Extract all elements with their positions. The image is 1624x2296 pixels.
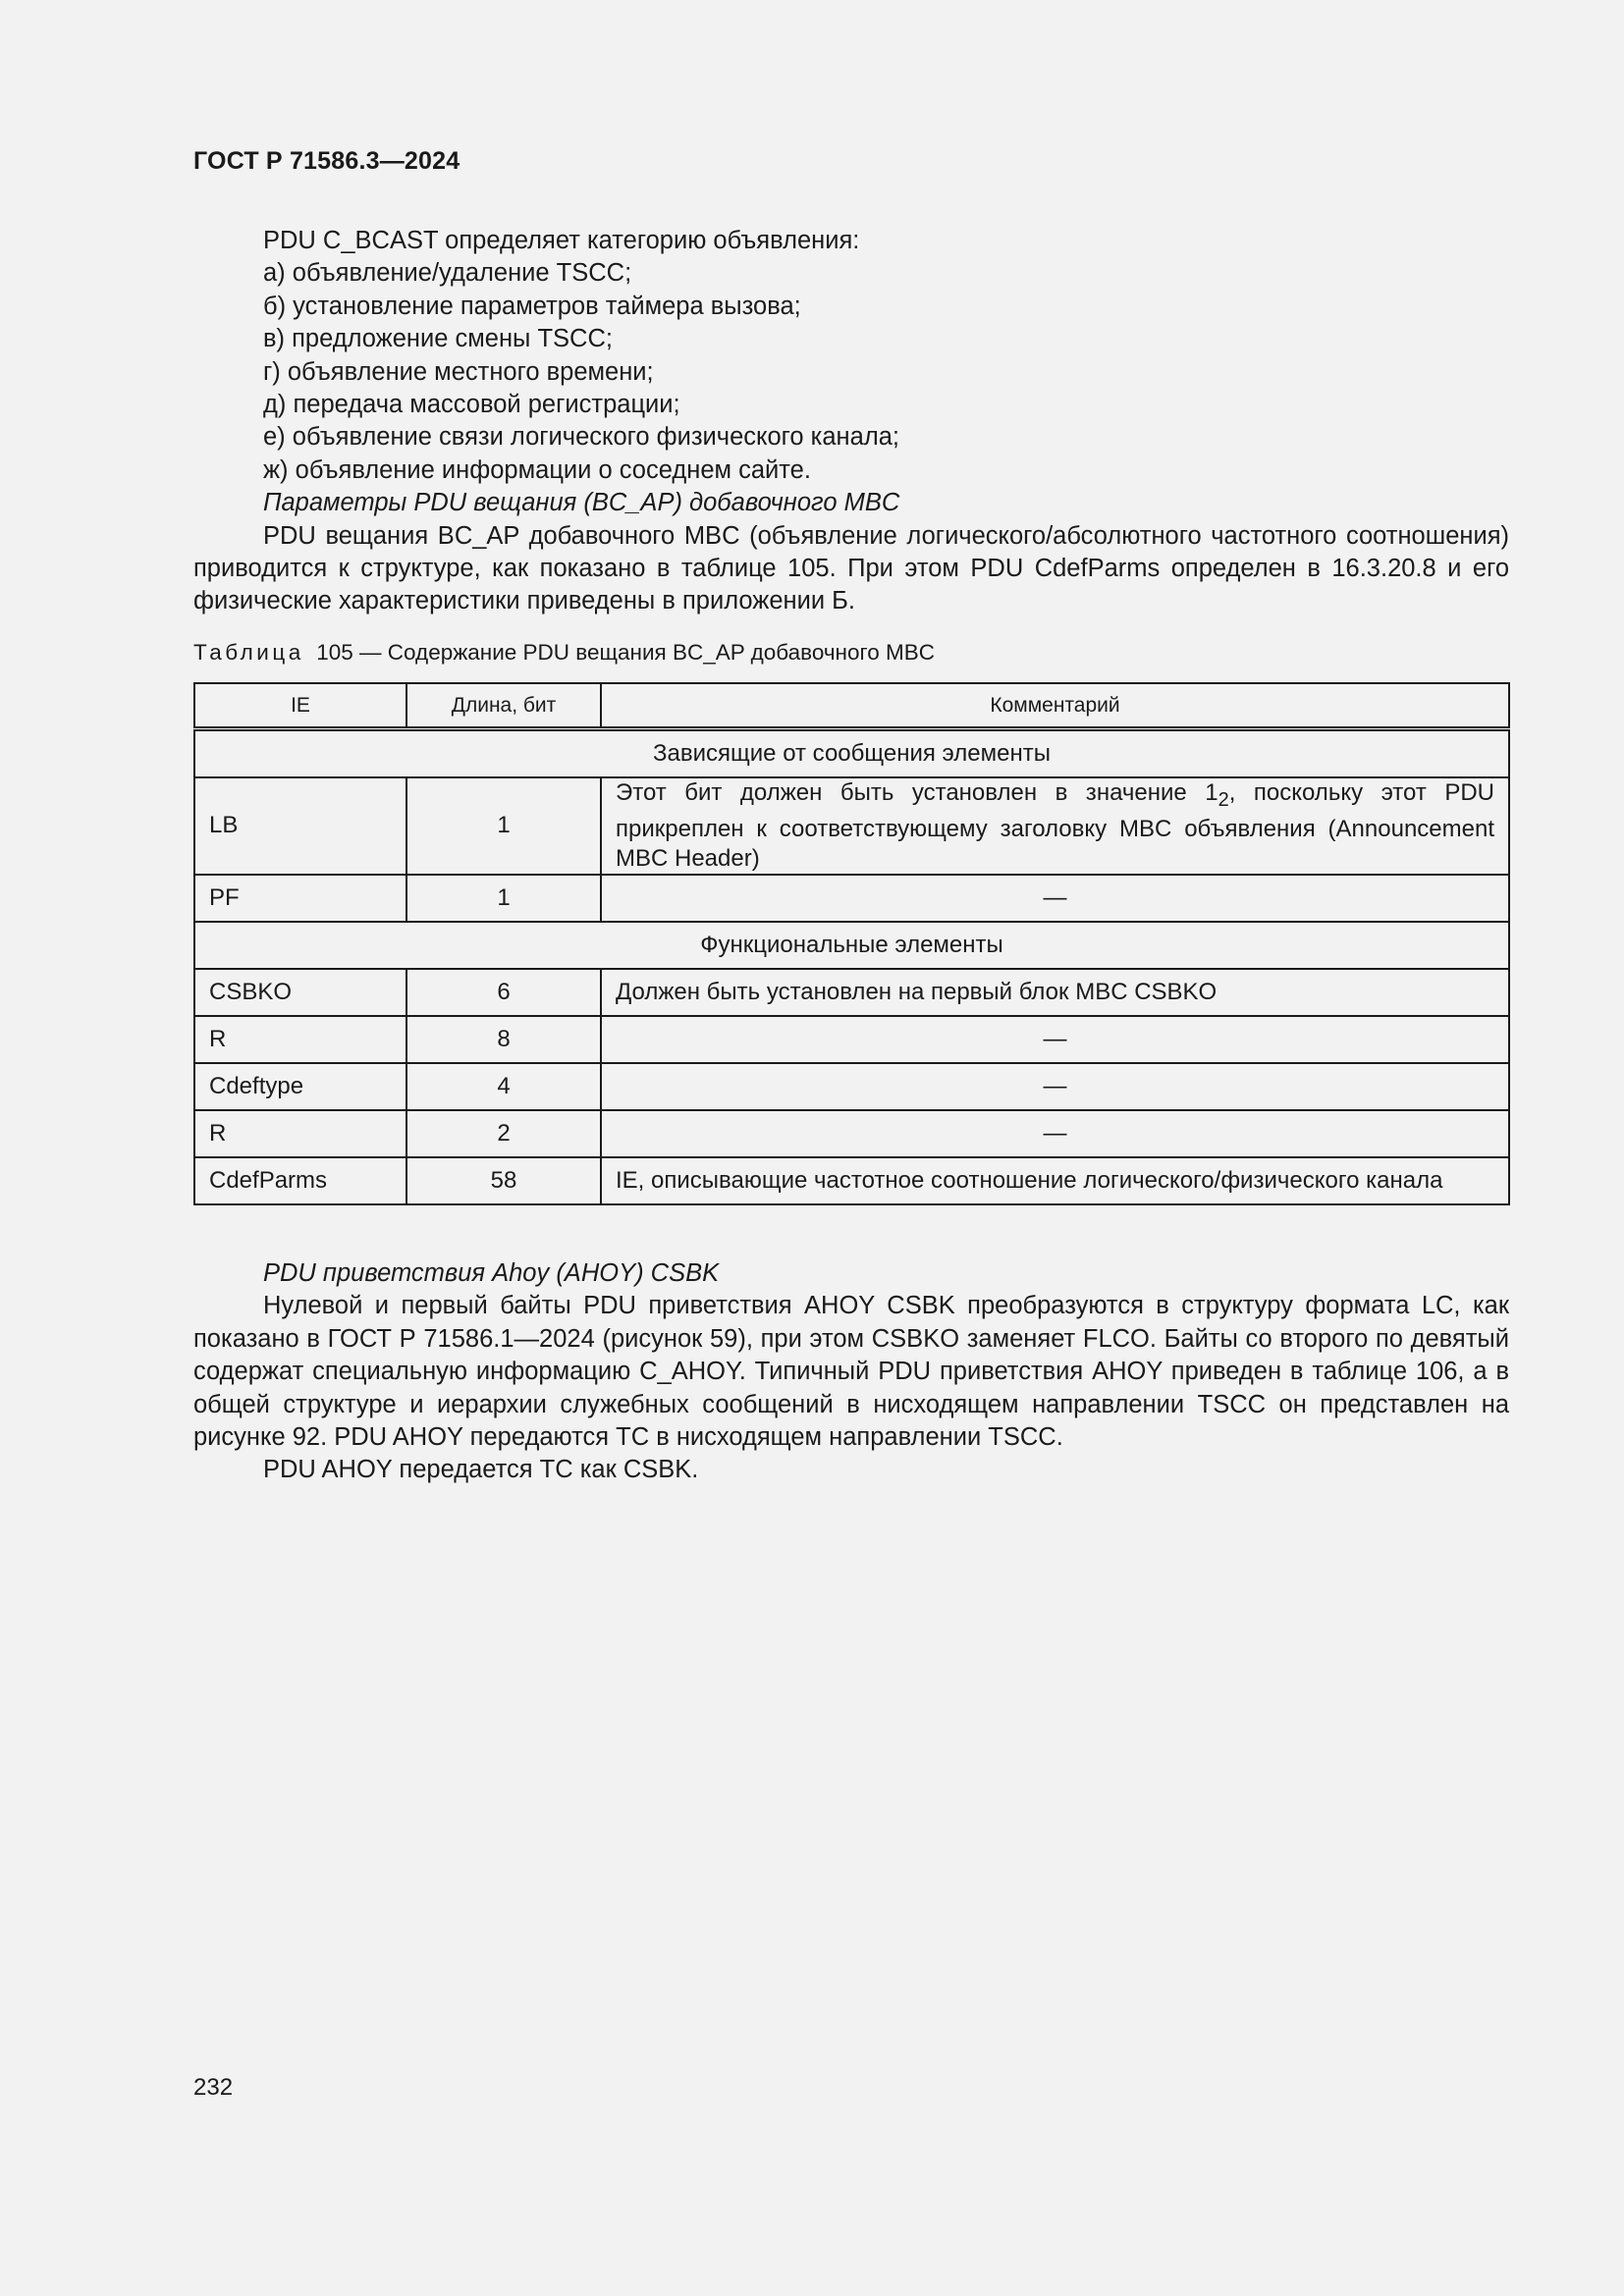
- page-number: 232: [193, 2074, 234, 2101]
- ahoy-section: [193, 1257, 1509, 1487]
- list-item: а) объявление/удаление TSCC;: [263, 259, 632, 288]
- list-item: б) установление параметров таймера вызова;: [263, 292, 801, 320]
- cell-comment: IE, описывающие частотное соотношение логического/физического канала: [601, 1157, 1509, 1204]
- table-row: [194, 777, 1509, 875]
- table-caption-text: 105 — Содержание PDU вещания BC_AP добавочного MBC: [316, 640, 935, 665]
- cell-length: 2: [406, 1110, 601, 1157]
- cell-comment: —: [601, 875, 1509, 922]
- table-row: [194, 875, 1509, 922]
- cell-length: 8: [406, 1016, 601, 1063]
- cell-length: 1: [406, 777, 601, 875]
- comment-text: , поскольку этот PDU прикреплен к соответствующему заголовку MBC объявления (Announcement MBC Header): [616, 779, 1494, 872]
- list-item: в) предложение смены TSCC;: [263, 325, 613, 353]
- table-caption-label: Таблица: [193, 640, 304, 665]
- table-row: [194, 1110, 1509, 1157]
- cell-length: 4: [406, 1063, 601, 1110]
- table-row: [194, 1063, 1509, 1110]
- list-item: д) передача массовой регистрации;: [263, 391, 680, 419]
- cell-ie: R: [194, 1016, 406, 1063]
- group-label: Зависящие от сообщения элементы: [194, 729, 1509, 778]
- comment-subscript: 2: [1218, 788, 1229, 811]
- intro-lead: PDU C_BCAST определяет категорию объявления:: [263, 227, 860, 254]
- cell-ie: R: [194, 1110, 406, 1157]
- paragraph-ahoy: Нулевой и первый байты PDU приветствия AHOY CSBK преобразуются в структуру формата LC, как показано в ГОСТ Р 71586.1—2024 (рисунок 59), при этом CSBKO заменяет FLCO. Байты со второго по девятый содержат специальную информацию C_AHOY. Типичный PDU приветствия AHOY приведен в таблице 106, а в общей структуре и иерархии служебных сообщений в нисходящем направлении TSCC он представлен на рисунке 92. PDU AHOY передаются TC в нисходящем направлении TSCC.: [193, 1292, 1509, 1452]
- paragraph-bc-ap: PDU вещания BC_AP добавочного MBC (объявление логического/абсолютного частотного соотношения) приводится к структуре, как показано в таблице 105. При этом PDU CdefParms определен в 16.3.20.8 и его физические характеристики приведены в приложении Б.: [193, 521, 1509, 615]
- table-row: [194, 969, 1509, 1016]
- intro-section: [193, 225, 1509, 618]
- column-header-comment: Комментарий: [601, 683, 1509, 729]
- cell-comment: —: [601, 1016, 1509, 1063]
- pdu-table: [193, 682, 1510, 1205]
- cell-comment: —: [601, 1063, 1509, 1110]
- table-row: [194, 1016, 1509, 1063]
- group-label: Функциональные элементы: [194, 922, 1509, 969]
- comment-text: Этот бит должен быть установлен в значение 1: [616, 779, 1218, 806]
- column-header-length: Длина, бит: [406, 683, 601, 729]
- cell-ie: LB: [194, 777, 406, 875]
- cell-length: 6: [406, 969, 601, 1016]
- cell-ie: CSBKO: [194, 969, 406, 1016]
- table-group-row: [194, 729, 1509, 778]
- cell-comment: —: [601, 1110, 1509, 1157]
- list-item: е) объявление связи логического физического канала;: [263, 423, 899, 452]
- table-group-row: [194, 922, 1509, 969]
- cell-ie: CdefParms: [194, 1157, 406, 1204]
- cell-ie: Cdeftype: [194, 1063, 406, 1110]
- table-header-row: [194, 683, 1509, 729]
- cell-ie: PF: [194, 875, 406, 922]
- subheading-bc-ap: Параметры PDU вещания (BC_AP) добавочного MBC: [263, 489, 900, 517]
- paragraph-ahoy-last: PDU AHOY передается TC как CSBK.: [263, 1456, 699, 1484]
- document-header: ГОСТ Р 71586.3—2024: [193, 147, 460, 175]
- list-item: г) объявление местного времени;: [263, 357, 654, 386]
- cell-length: 1: [406, 875, 601, 922]
- subheading-ahoy: PDU приветствия Ahoy (AHOY) CSBK: [263, 1259, 720, 1287]
- cell-comment: Должен быть установлен на первый блок MBC CSBKO: [601, 969, 1509, 1016]
- cell-comment: [601, 777, 1509, 875]
- table-row: [194, 1157, 1509, 1204]
- table-caption: [193, 640, 935, 666]
- cell-length: 58: [406, 1157, 601, 1204]
- column-header-ie: IE: [194, 683, 406, 729]
- list-item: ж) объявление информации о соседнем сайте.: [263, 455, 811, 484]
